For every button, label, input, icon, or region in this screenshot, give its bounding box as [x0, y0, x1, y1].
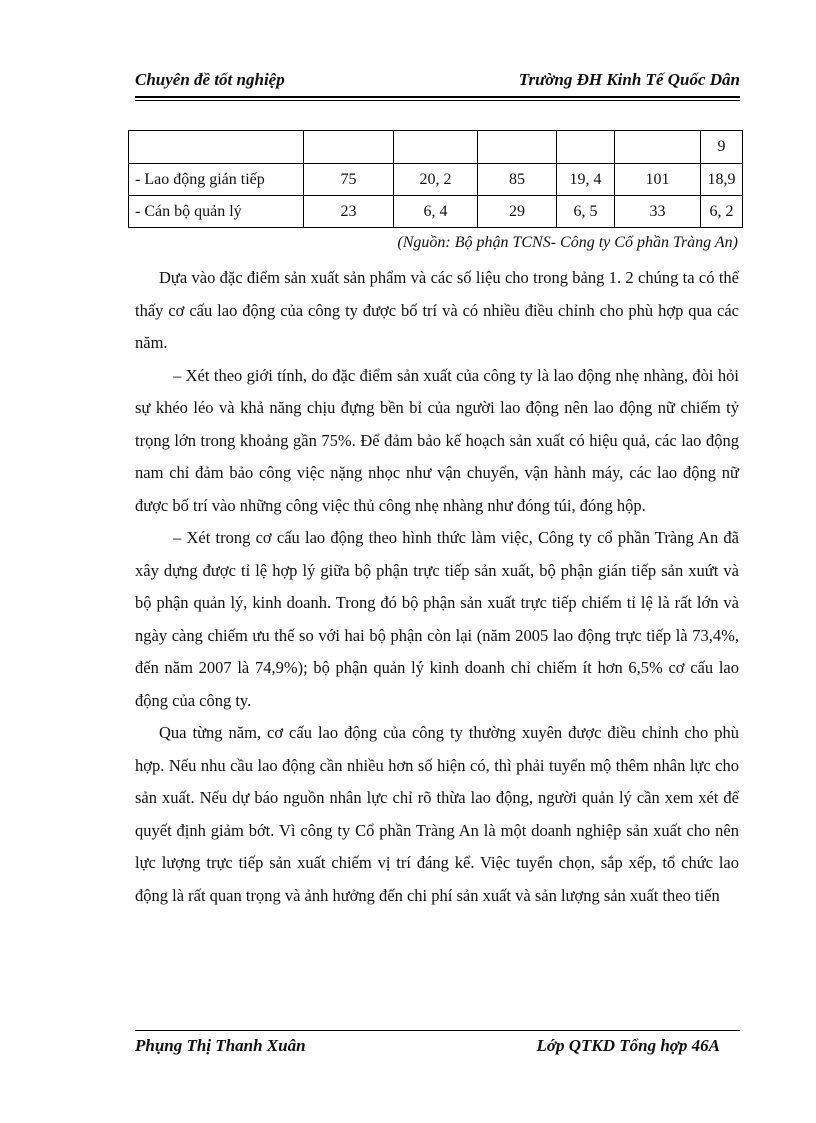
table-cell: 20, 2: [394, 164, 478, 196]
table-cell: 6, 4: [394, 196, 478, 228]
table-row: [129, 164, 743, 196]
header-university-name: Trường ĐH Kinh Tế Quốc Dân: [518, 70, 740, 89]
table-cell: 85: [478, 164, 557, 196]
table-cell: 23: [304, 196, 394, 228]
table-cell: 33: [615, 196, 701, 228]
footer-divider: [135, 1030, 740, 1031]
page-header: [135, 68, 740, 94]
table-cell: 29: [478, 196, 557, 228]
paragraph: Qua từng năm, cơ cấu lao động của công ty thường xuyên được điều chỉnh cho phù hợp. Nếu nhu cầu lao động cần nhiều hơn số hiện có, thì phải tuyển mộ thêm nhân lực cho sản xuất. Nếu dự báo nguồn nhân lực chỉ rõ thừa lao động, người quản lý cần xem xét để quyết định giảm bớt. Vì công ty Cổ phần Tràng An là một doanh nghiệp sản xuất cho nên lực lượng trực tiếp sản xuất chiếm vị trí đáng kể. Việc tuyển chọn, sắp xếp, tổ chức lao động là rất quan trọng và ảnh hưởng đến chi phí sản xuất và sản lượng sản xuất theo tiến: [135, 723, 739, 905]
table-cell: [304, 131, 394, 164]
body-text: [135, 262, 739, 912]
footer-class-name: Lớp QTKD Tổng hợp 46A: [536, 1036, 720, 1055]
table-row-label: - Lao động gián tiếp: [129, 164, 304, 196]
table-cell: 6, 5: [557, 196, 615, 228]
table-cell: 19, 4: [557, 164, 615, 196]
header-document-title: Chuyên đề tốt nghiệp: [135, 70, 285, 89]
table-cell: [557, 131, 615, 164]
paragraph: – Xét trong cơ cấu lao động theo hình thức làm việc, Công ty cổ phần Tràng An đã xây dựng được tỉ lệ hợp lý giữa bộ phận trực tiếp sản xuất, bộ phận gián tiếp sản xuứt và bộ phận quản lý, kinh doanh. Trong đó bộ phận sản xuất trực tiếp chiếm tỉ lệ là rất lớn và ngày càng chiếm ưu thế so với hai bộ phận còn lại (năm 2005 lao động trực tiếp là 73,4%, đến năm 2007 là 74,9%); bộ phận quản lý kinh doanh chỉ chiếm ít hơn 6,5% cơ cấu lao động của công ty.: [135, 528, 739, 710]
table-cell: 18,9: [701, 164, 743, 196]
paragraph: Dựa vào đặc điểm sản xuất sản phẩm và các số liệu cho trong bảng 1. 2 chúng ta có thể thấy cơ cấu lao động của công ty được bố trí và có nhiều điều chỉnh cho phù hợp qua các năm.: [135, 268, 739, 352]
table-cell: 9: [701, 131, 743, 164]
table-row: [129, 196, 743, 228]
table-cell: 75: [304, 164, 394, 196]
paragraph: – Xét theo giới tính, do đặc điểm sản xuất của công ty là lao động nhẹ nhàng, đòi hỏi sự khéo léo và khả năng chịu đựng bền bỉ của người lao động nên lao động nữ chiếm tỷ trọng lớn trong khoảng gần 75%. Để đảm bảo kế hoạch sản xuất có hiệu quả, các lao động nam chỉ đảm bảo công việc nặng nhọc như vận chuyển, vận hành máy, các lao động nữ được bố trí vào những công việc thủ công nhẹ nhàng như đóng túi, đóng hộp.: [135, 365, 739, 515]
page-footer: [135, 1036, 720, 1062]
labor-structure-table: [128, 130, 743, 228]
table-row-label: - Cán bộ quản lý: [129, 196, 304, 228]
table-source-note: (Nguồn: Bộ phận TCNS- Công ty Cổ phần Tràng An): [397, 234, 738, 251]
header-divider-thin: [135, 100, 740, 101]
footer-author-name: Phụng Thị Thanh Xuân: [135, 1036, 306, 1055]
table-cell: 6, 2: [701, 196, 743, 228]
table-cell: [615, 131, 701, 164]
table-cell: [394, 131, 478, 164]
table-cell: [129, 131, 304, 164]
table-cell: 101: [615, 164, 701, 196]
header-divider: [135, 96, 740, 98]
table-row: [129, 131, 743, 164]
table-cell: [478, 131, 557, 164]
